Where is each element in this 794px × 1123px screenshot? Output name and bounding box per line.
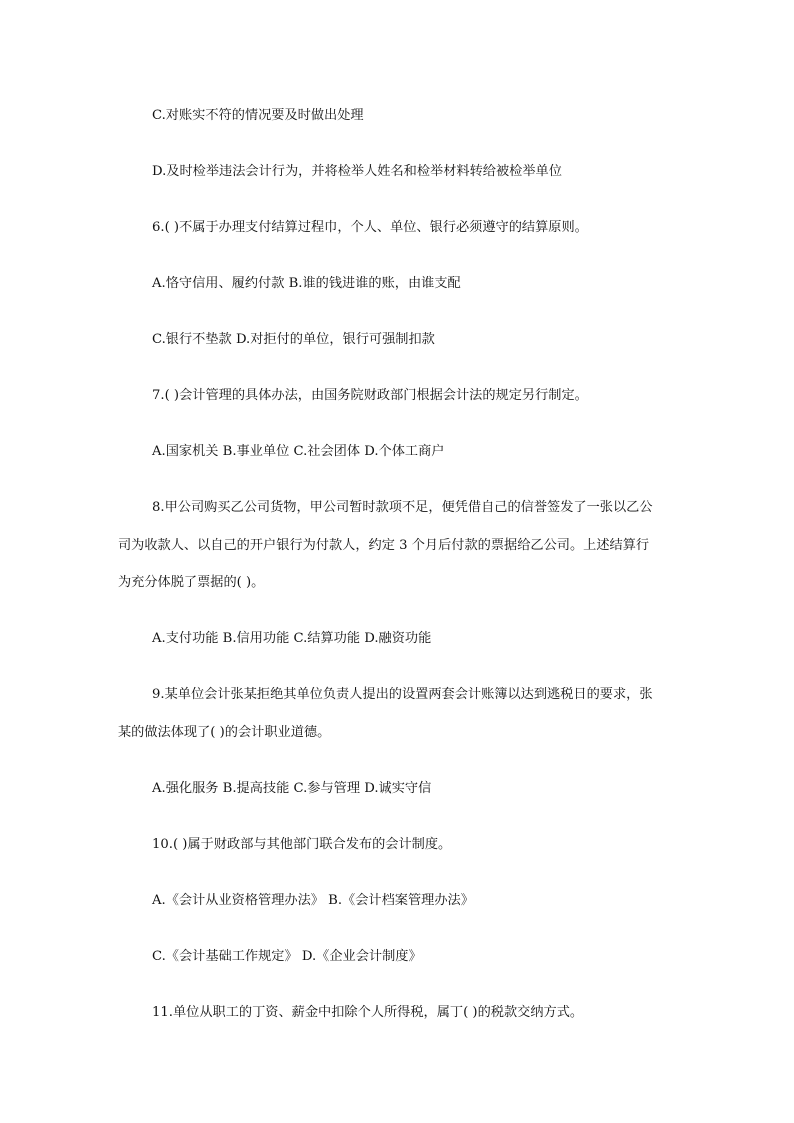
text-line: 8.甲公司购买乙公司货物，甲公司暂时款项不足，便凭借自己的信誉签发了一张以乙公 [152, 500, 653, 515]
text-line: 6.( )不属于办理支付结算过程巾，个人、单位、银行必须遵守的结算原则。 [152, 220, 588, 235]
text-line: 9.某单位会计张某拒绝其单位负责人提出的设置两套会计账簿以达到逃税日的要求，张 [152, 687, 653, 702]
text-line: C.《会计基础工作规定》 D.《企业会计制度》 [152, 949, 422, 964]
text-line: D.及时检举违法会计行为，并将检举人姓名和检举材料转给被检举单位 [152, 164, 562, 179]
text-line: 11.单位从职工的丁资、薪金中扣除个人所得税，属丁( )的税款交纳方式。 [152, 1005, 584, 1020]
text-line: 7.( )会计管理的具体办法，由国务院财政部门根据会计法的规定另行制定。 [152, 388, 588, 403]
text-line: C.对账实不符的情况要及时做出处理 [152, 108, 364, 123]
text-line: 为充分体脱了票据的( )。 [118, 575, 265, 590]
text-line: A.支付功能 B.信用功能 C.结算功能 D.融资功能 [152, 631, 432, 646]
text-line: A.《会计从业资格管理办法》 B.《会计档案管理办法》 [152, 893, 474, 908]
text-line: A.国家机关 B.事业单位 C.社会团体 D.个体工商户 [152, 444, 445, 459]
text-line: A.强化服务 B.提高技能 C.参与管理 D.诚实守信 [152, 781, 432, 796]
text-line: 某的做法体现了( )的会计职业道德。 [118, 725, 331, 740]
text-line: 10.( )属于财政部与其他部门联合发布的会计制度。 [152, 837, 452, 852]
text-line: A.恪守信用、履约付款 B.谁的钱进谁的账，由谁支配 [152, 276, 461, 291]
text-line: C.银行不垫款 D.对拒付的单位，银行可强制扣款 [152, 332, 435, 347]
text-line: 司为收款人、以自己的开户银行为付款人，约定 3 个月后付款的票据给乙公司。上述结算行 [118, 538, 650, 553]
